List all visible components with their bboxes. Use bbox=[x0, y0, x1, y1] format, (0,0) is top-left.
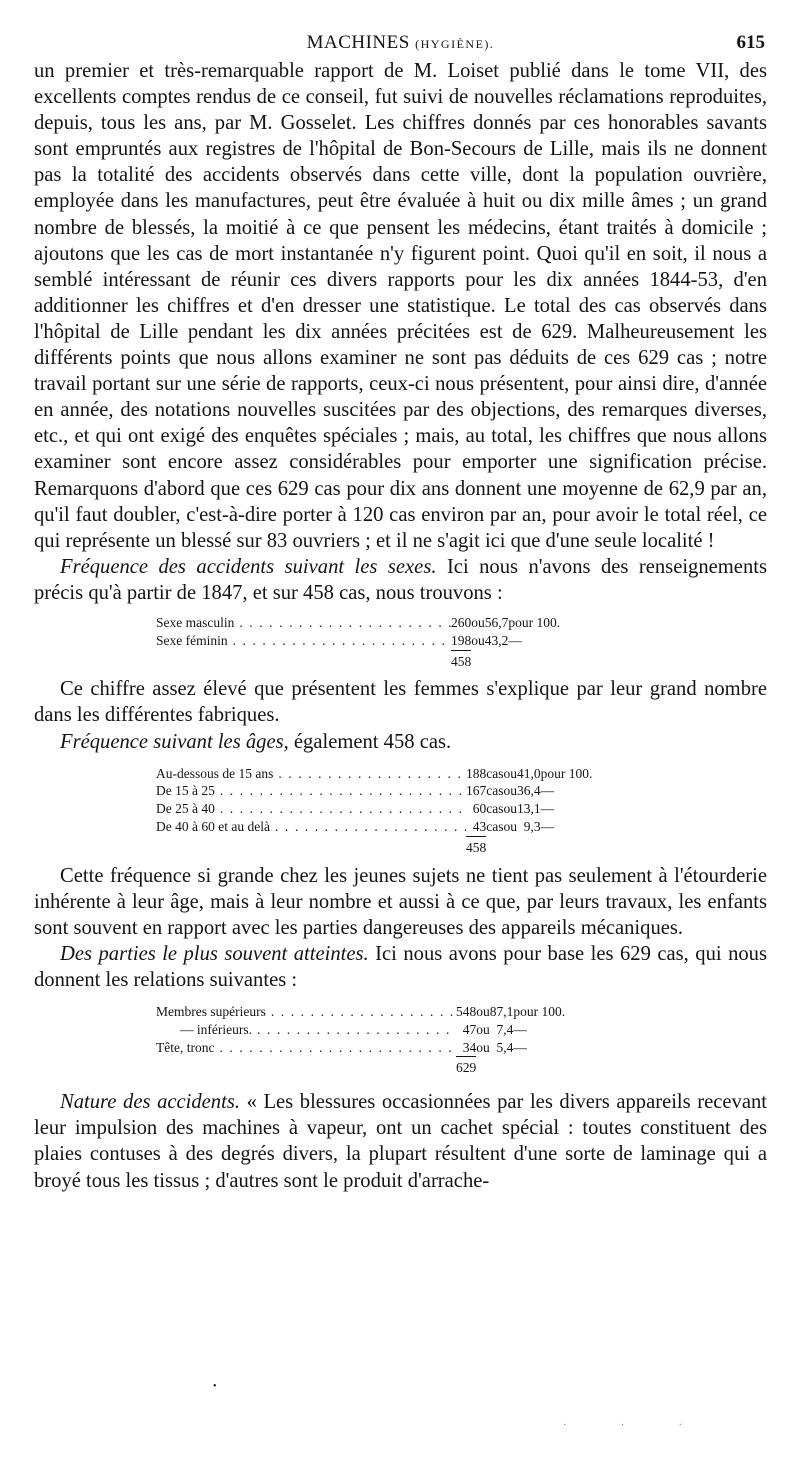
row-label: Tête, tronc . . . bbox=[156, 1039, 456, 1057]
table-total-row bbox=[156, 836, 592, 856]
table-sexes bbox=[156, 614, 560, 670]
table-row bbox=[156, 614, 560, 632]
row-percent: 7,4 bbox=[496, 1021, 514, 1037]
table-row bbox=[156, 782, 592, 800]
row-label: Membres supérieurs . . . bbox=[156, 1003, 456, 1021]
row-cas: cas bbox=[486, 783, 504, 799]
row-percent: 5,4 bbox=[496, 1039, 514, 1055]
row-count: 167 bbox=[466, 783, 487, 799]
row-unit: — bbox=[540, 783, 555, 799]
table-row bbox=[156, 1003, 565, 1021]
paragraph-sexes-text: Ici nous n'avons des renseignements précis qu'à partir de 1847, et sur 458 cas, nous trouvons : bbox=[34, 555, 767, 604]
row-percent: 56,7 bbox=[484, 614, 509, 630]
paragraph-nature bbox=[34, 1089, 767, 1193]
print-speck: • bbox=[213, 1381, 217, 1392]
running-header bbox=[34, 32, 767, 58]
section-heading-nature: Nature des accidents. bbox=[60, 1091, 240, 1114]
row-word: ou bbox=[476, 1021, 490, 1037]
table-total-row bbox=[156, 1057, 565, 1077]
row-count: 60 bbox=[472, 801, 487, 817]
row-unit: — bbox=[513, 1021, 527, 1037]
row-label: — inférieurs. . . . bbox=[156, 1021, 456, 1039]
row-label: Sexe masculin . . . bbox=[156, 614, 451, 632]
row-word: ou bbox=[476, 1004, 490, 1020]
table-total: 458 bbox=[451, 650, 471, 670]
row-word: ou bbox=[471, 632, 485, 648]
table-total: 458 bbox=[466, 836, 486, 856]
row-count: 198 bbox=[451, 632, 472, 648]
row-label: Sexe féminin . . . bbox=[156, 632, 451, 650]
row-percent: 41,0 bbox=[517, 765, 541, 781]
row-word: ou bbox=[503, 819, 517, 835]
table-row bbox=[156, 765, 592, 783]
paragraph-parties-text: Ici nous avons pour base les 629 cas, qui nous donnent les relations suivantes : bbox=[34, 942, 767, 991]
paragraph-1: un premier et très-remarquable rapport de M. Loiset publié dans le tome VII, des excellents comptes rendus de ce conseil, fut suivi de nouvelles réclamations reproduites, depuis, tous les ans, par M. Gosselet. Les chiffres donnés par ces honorables savants sont empruntés aux registres de l'hôpital de Bon-Secours de Lille, mais ils ne donnent pas la totalité des accidents observés dans cette ville, dont la population ouvrière, employée dans les manufactures, peut être évaluée à huit ou dix mille âmes ; un grand nombre de blessés, la moitié à ce que pensent les médecins, étant traités à domicile ; ajoutons que les cas de mort instantanée n'y figurent point. Quoi qu'il en soit, il nous a semblé intéressant de réunir ces divers rapports pour les dix années 1844-53, d'en additionner les chiffres et d'en dresser une statistique. Le total des cas observés dans l'hôpital de Lille pendant les dix années précitées est de 629. Malheureusement les différents points que nous allons examiner ne sont pas déduits de ces 629 cas ; notre travail portant sur une série de rapports, ceux-ci nous présentent, pour ainsi dire, d'année en année, des notations nouvelles suscitées par des objections, des remarques diverses, etc., et qui ont exigé des enquêtes spéciales ; mais, au total, les chiffres que nous allons examiner sont encore assez considérables pour emporter une signification précise. Remarquons d'abord que ces 629 cas pour dix ans donnent une moyenne de 62,9 par an, qu'il faut doubler, c'est-à-dire porter à 120 cas environ par an, pour avoir le total réel, ce qui représente un blessé sur 83 ouvriers ; et il ne s'agit ici que d'une seule localité ! bbox=[34, 60, 767, 552]
row-percent: 87,1 bbox=[489, 1004, 514, 1020]
row-unit: — bbox=[540, 801, 555, 817]
running-title bbox=[34, 32, 767, 54]
row-unit: — bbox=[508, 632, 522, 648]
row-count: 548 bbox=[456, 1004, 477, 1020]
row-cas: cas bbox=[486, 801, 504, 817]
row-count: 188 bbox=[466, 765, 487, 781]
table-ages bbox=[156, 765, 592, 857]
row-percent: 43,2 bbox=[484, 632, 509, 648]
row-cas: cas bbox=[486, 819, 504, 835]
row-word: ou bbox=[503, 783, 517, 799]
row-count: 34 bbox=[462, 1039, 477, 1055]
page bbox=[34, 32, 767, 1194]
paragraph-5: Cette fréquence si grande chez les jeunes sujets ne tient pas seulement à l'étourderie inhérente à leur âge, mais à leur nombre et aussi à ce que, par leurs travaux, les enfants sont souvent en rapport avec les parties dangereuses des appareils mécaniques. bbox=[34, 864, 767, 939]
section-heading-sexes: Fréquence des accidents suivant les sexes. bbox=[60, 555, 437, 578]
page-number: 615 bbox=[736, 32, 765, 53]
header-title: MACHINES bbox=[306, 32, 410, 53]
table-row bbox=[156, 1039, 565, 1057]
paragraph-sexes bbox=[34, 554, 767, 606]
row-unit: pour 100. bbox=[508, 614, 561, 630]
row-label: De 40 à 60 et au delà . . . bbox=[156, 818, 466, 836]
row-unit: pour 100. bbox=[540, 765, 593, 781]
table-row bbox=[156, 800, 592, 818]
row-label: Au-dessous de 15 ans . . . bbox=[156, 765, 466, 783]
table-total: 629 bbox=[456, 1057, 476, 1077]
paragraph-parties bbox=[34, 941, 767, 993]
row-percent: 9,3 bbox=[523, 819, 541, 835]
row-word: ou bbox=[476, 1039, 490, 1055]
section-heading-ages: Fréquence suivant les âges, bbox=[60, 730, 289, 753]
table-row bbox=[156, 818, 592, 836]
row-count: 43 bbox=[472, 819, 487, 835]
section-heading-parties: Des parties le plus souvent atteintes. bbox=[60, 942, 369, 965]
print-specks: · · · bbox=[563, 1420, 708, 1431]
paragraph-nature-text: « Les blessures occasionnées par les divers appareils recevant leur impulsion des machines à vapeur, ont un cachet spécial : toutes constituent des plaies contuses à des degrés divers, la plupart résultent d'une sorte de laminage qui a broyé tous les tissus ; d'autres sont le produit d'arrache- bbox=[34, 1091, 767, 1192]
table-total-row bbox=[156, 650, 560, 670]
row-word: ou bbox=[503, 765, 517, 781]
row-label: De 25 à 40 . . . bbox=[156, 800, 466, 818]
table-row bbox=[156, 1021, 565, 1039]
paragraph-3: Ce chiffre assez élevé que présentent les femmes s'explique par leur grand nombre dans les différentes fabriques. bbox=[34, 678, 767, 727]
row-word: ou bbox=[503, 801, 517, 817]
row-cas: cas bbox=[486, 765, 504, 781]
row-unit: — bbox=[513, 1039, 527, 1055]
row-count: 47 bbox=[462, 1021, 477, 1037]
row-word: ou bbox=[471, 614, 485, 630]
table-row bbox=[156, 632, 560, 650]
row-label: De 15 à 25 . . . bbox=[156, 782, 466, 800]
row-unit: pour 100. bbox=[513, 1004, 566, 1020]
table-parties bbox=[156, 1003, 565, 1077]
paragraph-ages-text: également 458 cas. bbox=[288, 730, 452, 753]
row-percent: 36,4 bbox=[517, 783, 541, 799]
row-unit: — bbox=[540, 819, 555, 835]
row-percent: 13,1 bbox=[517, 801, 541, 817]
header-subtitle: (HYGIÈNE). bbox=[415, 37, 495, 51]
paragraph-ages bbox=[34, 729, 767, 755]
row-count: 260 bbox=[451, 614, 472, 630]
